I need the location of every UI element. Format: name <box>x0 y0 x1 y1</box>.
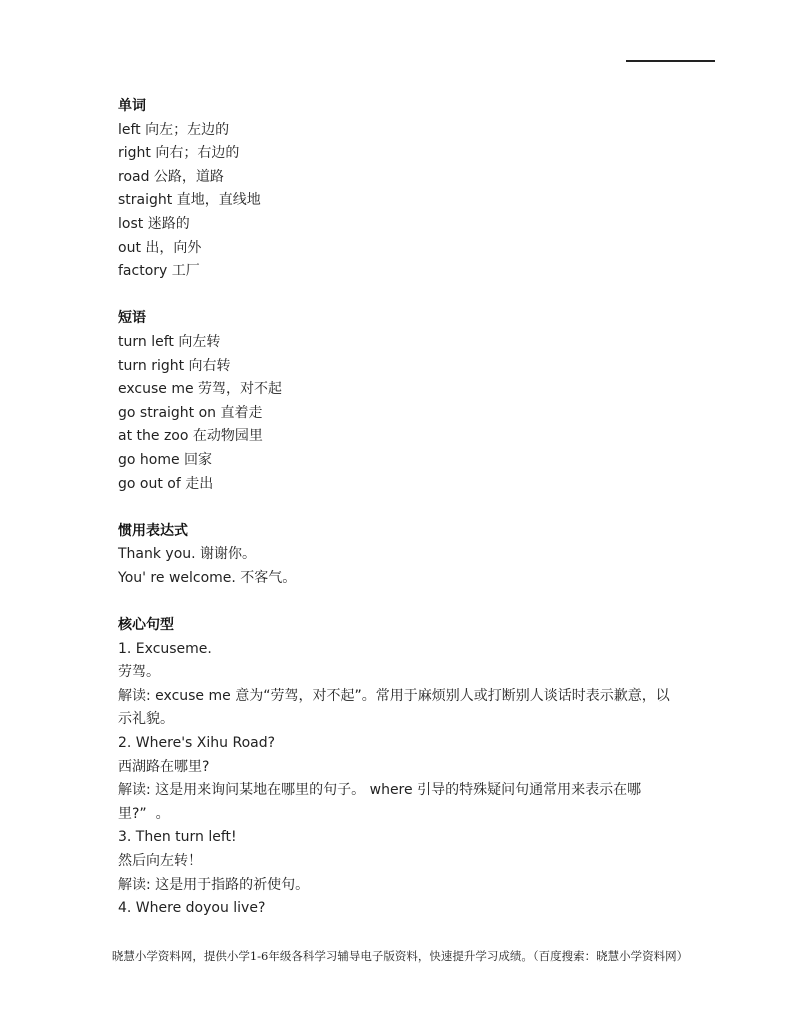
sentence-line: 解读: excuse me 意为“劳驾，对不起”。常用于麻烦别人或打断别人谈话时表示歉意，以 <box>118 687 670 704</box>
vocab-line: factory 工厂 <box>118 263 200 280</box>
vocab-line: straight 直地，直线地 <box>118 192 261 209</box>
vocab-line: lost 迷路的 <box>118 215 190 232</box>
expression-line: You' re welcome. 不客气。 <box>118 569 297 586</box>
sentence-line: 1. Excuseme. <box>118 640 212 657</box>
phrase-line: go home 回家 <box>118 451 213 468</box>
phrase-line: excuse me 劳驾，对不起 <box>118 381 283 398</box>
section-vocabulary <box>118 95 698 284</box>
section-heading: 短语 <box>118 310 146 327</box>
sentence-line: 2. Where's Xihu Road? <box>118 735 276 752</box>
phrase-line: go out of 走出 <box>118 475 214 492</box>
section-heading: 核心句型 <box>118 617 174 634</box>
sentence-line: 劳驾。 <box>118 664 160 681</box>
phrase-line: go straight on 直着走 <box>118 404 263 421</box>
sentence-line: 然后向左转！ <box>118 853 202 869</box>
vocab-line: road 公路，道路 <box>118 168 224 185</box>
section-heading: 惯用表达式 <box>118 522 188 539</box>
document-body <box>118 95 698 944</box>
sentence-line: 西湖路在哪里? <box>118 758 210 775</box>
sentence-line: 示礼貌。 <box>118 711 174 728</box>
section-heading: 单词 <box>118 98 146 114</box>
expression-line: Thank you. 谢谢你。 <box>118 546 257 563</box>
sentence-line: 里?” 。 <box>118 805 170 822</box>
vocab-line: out 出，向外 <box>118 239 202 256</box>
sentence-line: 解读: 这是用于指路的祈使句。 <box>118 876 310 893</box>
phrase-line: turn right 向右转 <box>118 357 231 374</box>
page-footer: 晓慧小学资料网，提供小学1-6年级各科学习辅导电子版资料，快速提升学习成绩。（百度搜索：晓慧小学资料网） <box>111 949 689 963</box>
phrase-line: turn left 向左转 <box>118 333 221 350</box>
vocab-line: right 向右；右边的 <box>118 145 240 162</box>
sentence-line: 解读: 这是用来询问某地在哪里的句子。 where 引导的特殊疑问句通常用来表示在哪 <box>118 782 642 799</box>
top-rule <box>626 60 715 62</box>
section-phrases <box>118 307 698 496</box>
vocab-line: left 向左；左边的 <box>118 121 230 138</box>
section-expressions <box>118 520 698 591</box>
phrase-line: at the zoo 在动物园里 <box>118 428 263 445</box>
sentence-line: 4. Where doyou live? <box>118 900 266 917</box>
section-core-sentences <box>118 614 698 921</box>
sentence-line: 3. Then turn left! <box>118 829 237 846</box>
